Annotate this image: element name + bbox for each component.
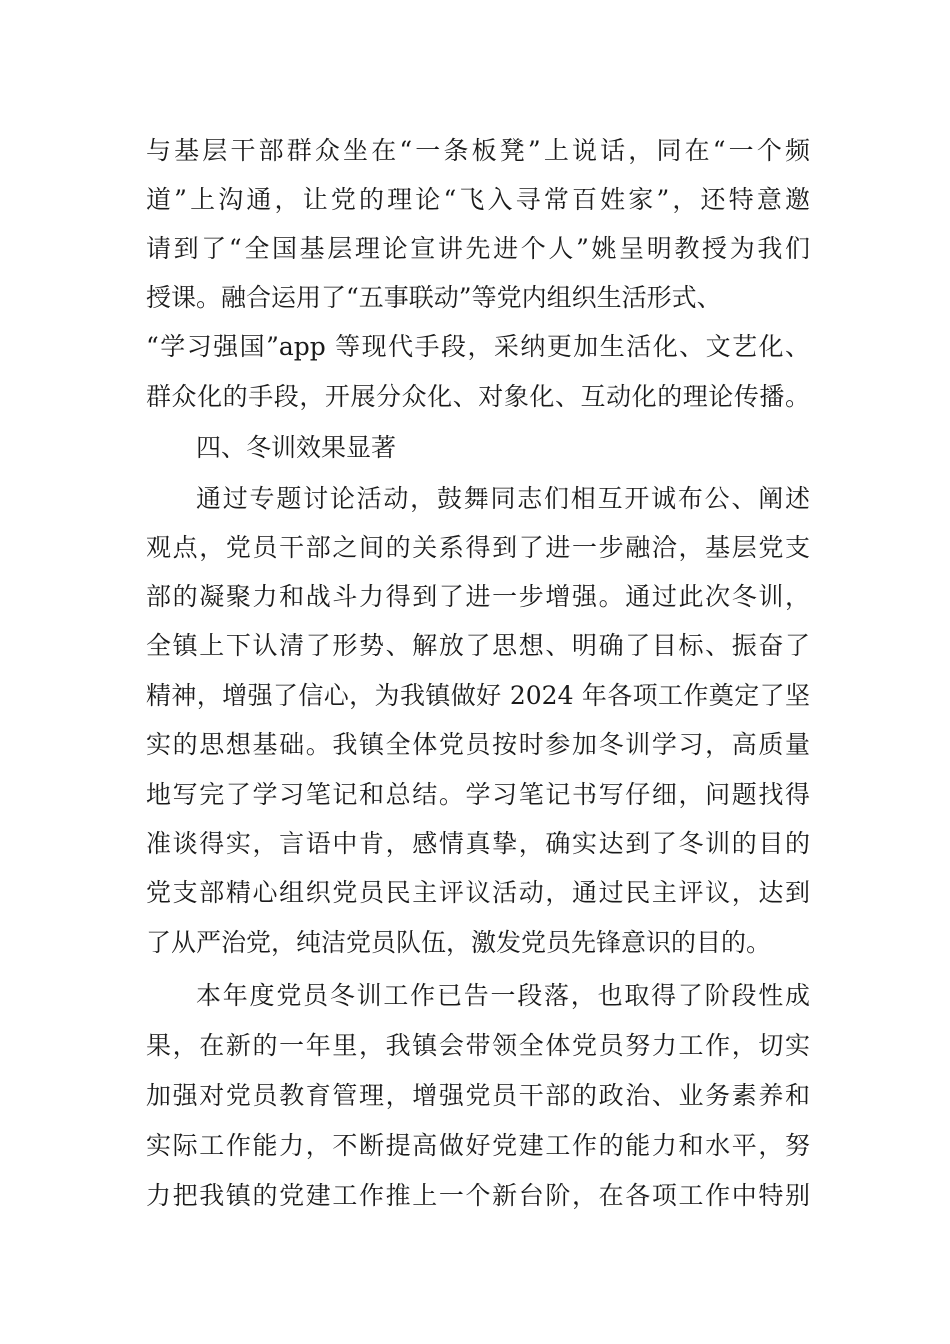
text-line: 请到了“全国基层理论宣讲先进个人”姚呈明教授为我们 [146, 234, 810, 263]
text-line: 地写完了学习笔记和总结。学习笔记书写仔细，问题找得 [146, 780, 810, 809]
text-line: “学习强国”app 等现代手段，采纳更加生活化、文艺化、 [146, 332, 810, 361]
section-heading: 四、冬训效果显著 [196, 433, 397, 462]
text-line: 党支部精心组织党员民主评议活动，通过民主评议，达到 [146, 878, 810, 907]
text-line: 了从严治党，纯洁党员队伍，激发党员先锋意识的目的。 [146, 928, 772, 957]
text-line: 部的凝聚力和战斗力得到了进一步增强。通过此次冬训， [146, 582, 810, 611]
text-line: 实的思想基础。我镇全体党员按时参加冬训学习，高质量 [146, 730, 810, 759]
text-line: 精神，增强了信心，为我镇做好 2024 年各项工作奠定了坚 [146, 681, 810, 710]
text-line: 通过专题讨论活动，鼓舞同志们相互开诚布公、阐述 [196, 484, 810, 513]
text-line: 与基层干部群众坐在“一条板凳”上说话，同在“一个频 [146, 136, 810, 165]
text-line: 本年度党员冬训工作已告一段落，也取得了阶段性成 [196, 981, 810, 1010]
text-line: 群众化的手段，开展分众化、对象化、互动化的理论传播。 [146, 382, 810, 411]
text-line: 道”上沟通，让党的理论“飞入寻常百姓家”，还特意邀 [146, 185, 810, 214]
text-line: 果，在新的一年里，我镇会带领全体党员努力工作，切实 [146, 1031, 810, 1060]
text-line: 实际工作能力，不断提高做好党建工作的能力和水平，努 [146, 1131, 810, 1160]
text-line: 力把我镇的党建工作推上一个新台阶，在各项工作中特别 [146, 1181, 810, 1210]
text-line: 观点，党员干部之间的关系得到了进一步融洽，基层党支 [146, 533, 810, 562]
text-line: 全镇上下认清了形势、解放了思想、明确了目标、振奋了 [146, 631, 810, 660]
text-line: 准谈得实，言语中肯，感情真挚，确实达到了冬训的目的 [146, 829, 810, 858]
text-line: 授课。融合运用了“五事联动”等党内组织生活形式、 [146, 283, 722, 312]
text-line: 加强对党员教育管理，增强党员干部的政治、业务素养和 [146, 1081, 810, 1110]
